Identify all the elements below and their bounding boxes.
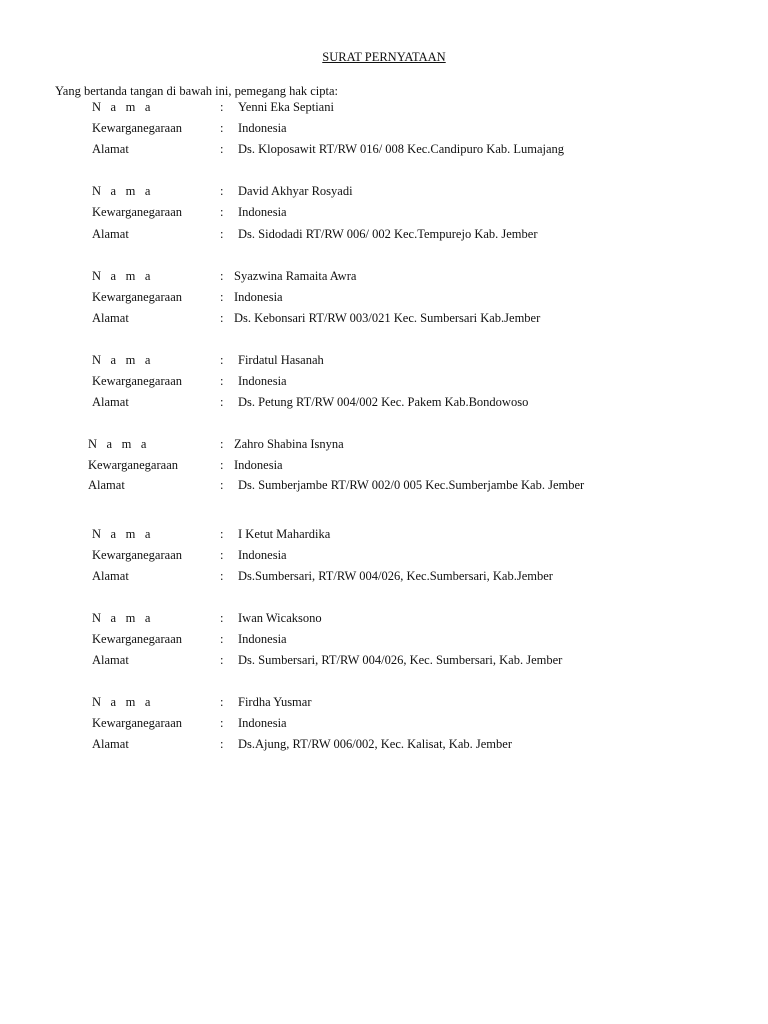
name-row (0, 610, 768, 626)
citizenship-row (0, 289, 768, 305)
address-label: Alamat (92, 311, 129, 325)
name-value: David Akhyar Rosyadi (238, 184, 353, 198)
citizenship-label: Kewarganegaraan (92, 290, 182, 304)
citizenship-value: Indonesia (234, 290, 283, 304)
address-row (0, 141, 768, 157)
citizenship-label: Kewarganegaraan (92, 121, 182, 135)
separator: : (220, 632, 224, 646)
address-value: Ds. Kloposawit RT/RW 016/ 008 Kec.Candipuro Kab. Lumajang (238, 142, 565, 156)
name-row (0, 436, 768, 452)
separator: : (220, 437, 224, 451)
name-label: N a m a (92, 353, 154, 367)
address-row (0, 652, 768, 668)
name-label: N a m a (92, 695, 154, 709)
address-label: Alamat (92, 142, 129, 156)
name-row (0, 183, 768, 199)
address-row (0, 226, 768, 242)
separator: : (220, 653, 224, 667)
separator: : (220, 121, 224, 135)
name-label: N a m a (92, 611, 154, 625)
citizenship-row (0, 204, 768, 220)
name-label: N a m a (92, 269, 154, 283)
separator: : (220, 374, 224, 388)
citizenship-value: Indonesia (238, 121, 287, 135)
citizenship-value: Indonesia (238, 205, 287, 219)
address-label: Alamat (92, 227, 129, 241)
address-value: Ds. Sumbersari, RT/RW 004/026, Kec. Sumbersari, Kab. Jember (238, 653, 563, 667)
separator: : (220, 184, 224, 198)
name-row (0, 99, 768, 115)
separator: : (220, 269, 224, 283)
address-label: Alamat (88, 478, 125, 492)
separator: : (220, 695, 224, 709)
address-row (0, 310, 768, 326)
citizenship-row (0, 715, 768, 731)
intro-text: Yang bertanda tangan di bawah ini, pemegang hak cipta: (55, 84, 339, 98)
separator: : (220, 569, 224, 583)
citizenship-row (0, 457, 768, 473)
citizenship-row (0, 547, 768, 563)
citizenship-label: Kewarganegaraan (92, 716, 182, 730)
name-row (0, 268, 768, 284)
citizenship-label: Kewarganegaraan (92, 374, 182, 388)
address-row (0, 394, 768, 410)
name-label: N a m a (88, 437, 150, 451)
citizenship-value: Indonesia (238, 716, 287, 730)
separator: : (220, 737, 224, 751)
name-label: N a m a (92, 184, 154, 198)
citizenship-label: Kewarganegaraan (92, 205, 182, 219)
name-row (0, 526, 768, 542)
document-title: SURAT PERNYATAAN (322, 50, 446, 64)
citizenship-label: Kewarganegaraan (88, 458, 178, 472)
address-label: Alamat (92, 653, 129, 667)
name-value: Firdatul Hasanah (238, 353, 324, 367)
address-row (0, 568, 768, 584)
name-label: N a m a (92, 527, 154, 541)
citizenship-row (0, 373, 768, 389)
address-value: Ds. Sidodadi RT/RW 006/ 002 Kec.Tempurejo Kab. Jember (238, 227, 538, 241)
citizenship-row (0, 120, 768, 136)
name-value: I Ketut Mahardika (238, 527, 331, 541)
separator: : (220, 527, 224, 541)
separator: : (220, 205, 224, 219)
citizenship-label: Kewarganegaraan (92, 632, 182, 646)
separator: : (220, 548, 224, 562)
citizenship-label: Kewarganegaraan (92, 548, 182, 562)
name-label: N a m a (92, 100, 154, 114)
separator: : (220, 100, 224, 114)
address-value: Ds. Sumberjambe RT/RW 002/0 005 Kec.Sumberjambe Kab. Jember (238, 478, 585, 492)
separator: : (220, 290, 224, 304)
citizenship-value: Indonesia (234, 458, 283, 472)
name-value: Iwan Wicaksono (238, 611, 322, 625)
address-label: Alamat (92, 737, 129, 751)
name-row (0, 352, 768, 368)
separator: : (220, 611, 224, 625)
name-value: Firdha Yusmar (238, 695, 312, 709)
separator: : (220, 478, 224, 492)
name-value: Zahro Shabina Isnyna (234, 437, 344, 451)
address-value: Ds. Kebonsari RT/RW 003/021 Kec. Sumbersari Kab.Jember (234, 311, 541, 325)
name-value: Yenni Eka Septiani (238, 100, 334, 114)
separator: : (220, 716, 224, 730)
separator: : (220, 311, 224, 325)
citizenship-value: Indonesia (238, 374, 287, 388)
citizenship-row (0, 631, 768, 647)
address-row (0, 477, 768, 493)
address-value: Ds.Ajung, RT/RW 006/002, Kec. Kalisat, Kab. Jember (238, 737, 512, 751)
citizenship-value: Indonesia (238, 632, 287, 646)
address-value: Ds. Petung RT/RW 004/002 Kec. Pakem Kab.Bondowoso (238, 395, 529, 409)
separator: : (220, 142, 224, 156)
separator: : (220, 395, 224, 409)
citizenship-value: Indonesia (238, 548, 287, 562)
separator: : (220, 227, 224, 241)
name-row (0, 694, 768, 710)
address-row (0, 736, 768, 752)
address-label: Alamat (92, 569, 129, 583)
separator: : (220, 458, 224, 472)
separator: : (220, 353, 224, 367)
address-value: Ds.Sumbersari, RT/RW 004/026, Kec.Sumbersari, Kab.Jember (238, 569, 553, 583)
name-value: Syazwina Ramaita Awra (234, 269, 357, 283)
address-label: Alamat (92, 395, 129, 409)
